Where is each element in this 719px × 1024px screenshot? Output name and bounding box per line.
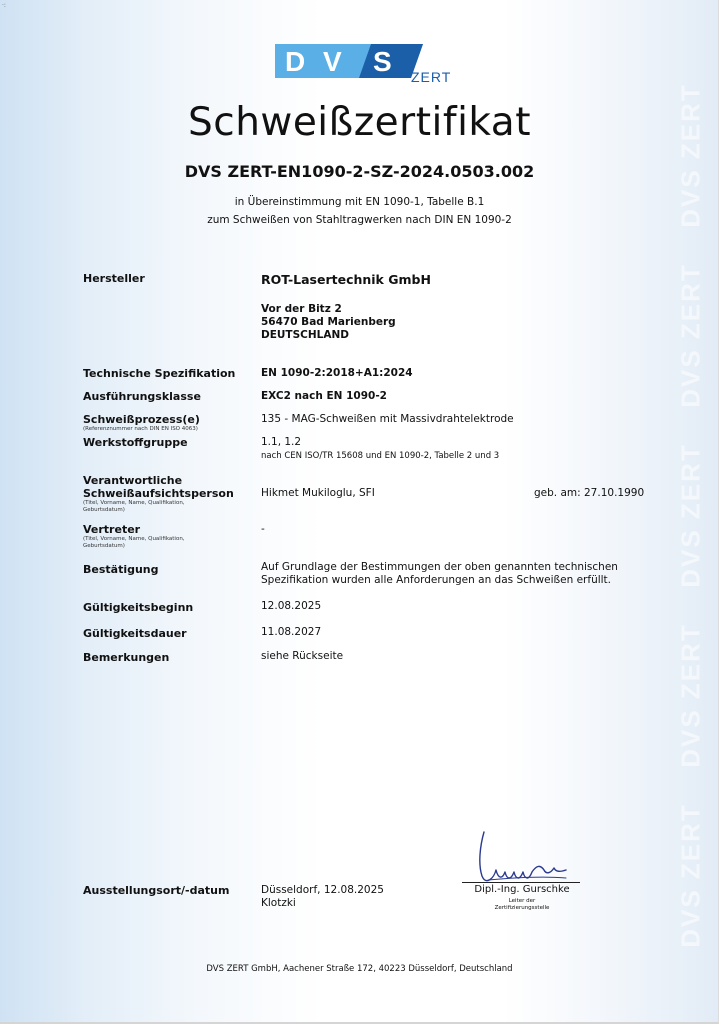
label-ausfuehrungsklasse: Ausführungsklasse	[83, 390, 201, 403]
logo-letter-s: S	[373, 46, 392, 77]
signatory-role	[462, 898, 582, 912]
value-gueltigkeitsbeginn: 12.08.2025	[261, 600, 322, 612]
value-company: ROT-Lasertechnik GmbH	[261, 272, 431, 287]
logo-letter-d: D	[285, 46, 306, 77]
sublabel-schweissprozess: (Referenznummer nach DIN EN ISO 4063)	[83, 426, 198, 432]
value-vertreter: -	[261, 523, 265, 535]
value-bestaetigung-line-2: Spezifikation wurden alle Anforderungen an das Schweißen erfüllt.	[261, 574, 612, 586]
subtitle-line-1: in Übereinstimmung mit EN 1090-1, Tabelle B.1	[234, 196, 485, 208]
watermark-text: DVS ZERT	[675, 443, 706, 588]
logo-letter-v: V	[323, 46, 342, 77]
value-ausstellung-line-2: Klotzki	[261, 897, 296, 909]
label-vertreter: Vertreter	[83, 523, 141, 536]
label-technische-spezifikation: Technische Spezifikation	[83, 367, 236, 380]
label-hersteller: Hersteller	[83, 272, 145, 285]
watermark-text: DVS ZERT	[675, 263, 706, 408]
label-werkstoffgruppe: Werkstoffgruppe	[83, 436, 188, 449]
watermark-text: DVS ZERT	[675, 83, 706, 228]
value-ausstellung-line-1: Düsseldorf, 12.08.2025	[261, 884, 384, 896]
sublabel-vertreter-line-1: (Titel, Vorname, Name, Qualifikation,	[83, 536, 185, 542]
value-bemerkungen: siehe Rückseite	[261, 650, 344, 662]
sublabel-verantwortliche-line-1: (Titel, Vorname, Name, Qualifikation,	[83, 500, 185, 506]
value-ausfuehrungsklasse: EXC2 nach EN 1090-2	[261, 390, 387, 402]
subtitle-line-2: zum Schweißen von Stahltragwerken nach DIN EN 1090-2	[207, 214, 512, 226]
side-watermark	[671, 60, 711, 960]
value-technische-spezifikation: EN 1090-2:2018+A1:2024	[261, 367, 413, 379]
label-schweissprozess: Schweißprozess(e)	[83, 413, 200, 426]
sublabel-verantwortliche-line-2: Geburtsdatum)	[83, 507, 125, 513]
value-verantwortliche-birthdate: geb. am: 27.10.1990	[534, 487, 645, 499]
dvs-zert-logo	[273, 42, 468, 86]
corner-mark: ·:	[2, 2, 6, 9]
footer-address: DVS ZERT GmbH, Aachener Straße 172, 40223 Düsseldorf, Deutschland	[206, 964, 513, 974]
value-bestaetigung-line-1: Auf Grundlage der Bestimmungen der oben genannten technischen	[261, 561, 618, 573]
signatory-name: Dipl.-Ing. Gurschke	[474, 884, 570, 895]
label-ausstellung: Ausstellungsort/-datum	[83, 884, 230, 897]
watermark-text: DVS ZERT	[675, 803, 706, 948]
value-verantwortliche: Hikmet Mukiloglu, SFI	[261, 487, 375, 499]
handwritten-signature	[470, 828, 570, 890]
signature-stroke	[480, 832, 566, 881]
label-gueltigkeitsbeginn: Gültigkeitsbeginn	[83, 601, 194, 614]
label-verantwortliche-line-1: Verantwortliche	[83, 474, 183, 487]
signature-line	[462, 882, 580, 883]
label-bemerkungen: Bemerkungen	[83, 651, 170, 664]
page-title: Schweißzertifikat	[188, 100, 531, 145]
logo-suffix: ZERT	[411, 69, 452, 85]
value-schweissprozess: 135 - MAG-Schweißen mit Massivdrahtelektrode	[261, 413, 514, 425]
signatory-role-line-2: Zertifizierungsstelle	[494, 905, 550, 911]
label-bestaetigung: Bestätigung	[83, 563, 159, 576]
value-werkstoffgruppe-note: nach CEN ISO/TR 15608 und EN 1090-2, Tabelle 2 und 3	[261, 451, 500, 461]
value-gueltigkeitsdauer: 11.08.2027	[261, 626, 322, 638]
certificate-number: DVS ZERT-EN1090-2-SZ-2024.0503.002	[184, 162, 535, 181]
sublabel-vertreter-line-2: Geburtsdatum)	[83, 543, 125, 549]
value-address-line-2: 56470 Bad Marienberg	[261, 316, 396, 328]
label-verantwortliche-line-2: Schweißaufsichtsperson	[83, 487, 234, 500]
signatory-role-line-1: Leiter der	[508, 898, 536, 904]
value-address-line-1: Vor der Bitz 2	[261, 303, 342, 315]
value-werkstoffgruppe: 1.1, 1.2	[261, 436, 302, 448]
label-gueltigkeitsdauer: Gültigkeitsdauer	[83, 627, 187, 640]
value-address-line-3: DEUTSCHLAND	[261, 329, 349, 341]
watermark-text: DVS ZERT	[675, 623, 706, 768]
